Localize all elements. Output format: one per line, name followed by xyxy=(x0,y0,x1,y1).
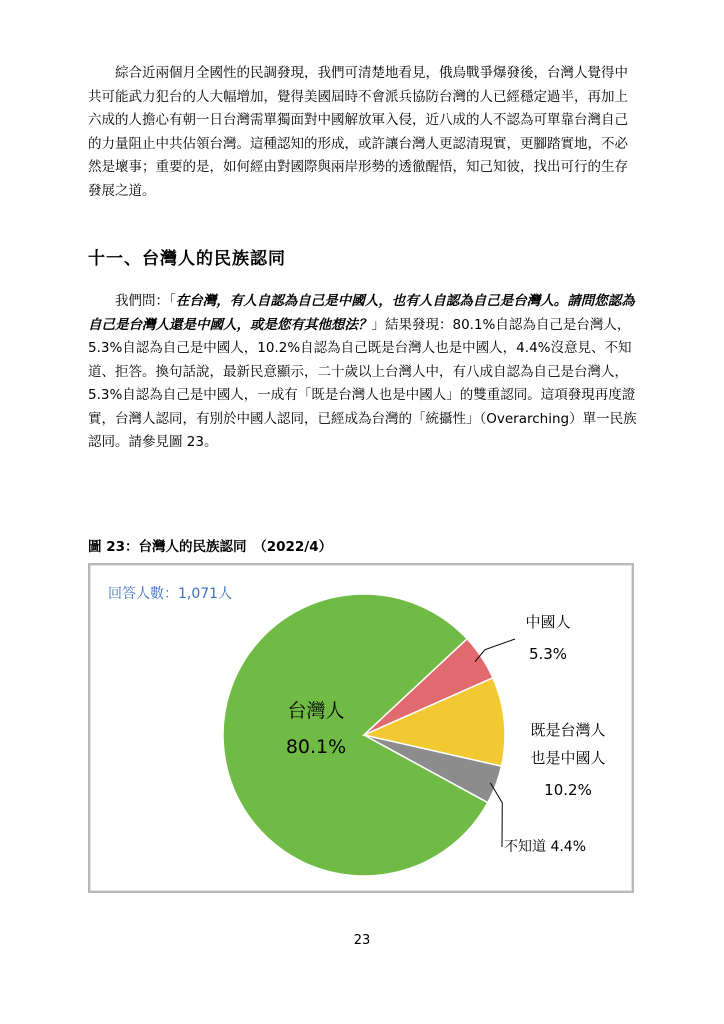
paragraph-2 xyxy=(88,290,640,455)
respondent-count: 回答人數：1,071人 xyxy=(108,586,233,602)
section-heading: 十一、台灣人的民族認同 xyxy=(88,249,286,269)
figure-caption: 圖 23：台灣人的民族認同 （2022/4） xyxy=(88,539,333,555)
slice-label: 不知道 4.4% xyxy=(504,839,587,855)
slice-label: 中國人 xyxy=(525,613,571,631)
slice-label: 也是中國人 xyxy=(530,749,606,767)
paragraph-2-intro: 我們問：「 xyxy=(115,293,176,309)
paragraph-1-text: 綜合近兩個月全國性的民調發現，我們可清楚地看見，俄烏戰爭爆發後，台灣人覺得中共可能武力犯台的人大幅增加，覺得美國屆時不會派兵協防台灣的人已經穩定過半，再加上六成的人擔心有朝一日台灣需單獨面對中國解放軍入侵，近八成的人不認為可單靠台灣自己的力量阻止中共佔領台灣。這種認知的形成，或許讓台灣人更認清現實，更腳踏實地，不必然是壞事；重要的是，如何經由對國際與兩岸形勢的透徹醒悟，知己知彼，找出可行的生存發展之道。 xyxy=(88,65,628,199)
survey-question: 在台灣，有人自認為自己是中國人，也有人自認為自己是台灣人。請問您認為自己是台灣人還是中國人，或是您有其他想法？ xyxy=(88,293,635,333)
paragraph-2-rest: 」結果發現：80.1%自認為自己是台灣人，5.3%自認為自己是中國人，10.2%自認為自己既是台灣人也是中國人，4.4%沒意見、不知道、拒答。換句話說，最新民意顯示，二十歲以上台灣人中，有八成自認為自己是台灣人，5.3%自認為自己是中國人，一成有「既是台灣人也是中國人」的雙重認同。這項發現再度證實，台灣人認同，有別於中國人認同，已經成為台灣的「統攝性」（Overarching）單一民族認同。請參見圖 23。 xyxy=(88,316,637,450)
slice-value-label: 10.2% xyxy=(544,781,592,799)
slice-label: 既是台灣人 xyxy=(530,721,606,739)
slice-label: 台灣人 xyxy=(287,700,345,722)
slice-value-label: 80.1% xyxy=(285,736,347,758)
pie-chart-frame xyxy=(88,563,634,893)
page-number: 23 xyxy=(353,933,371,948)
paragraph-1 xyxy=(88,62,640,203)
slice-value-label: 5.3% xyxy=(528,645,568,663)
pie-chart xyxy=(90,565,632,891)
